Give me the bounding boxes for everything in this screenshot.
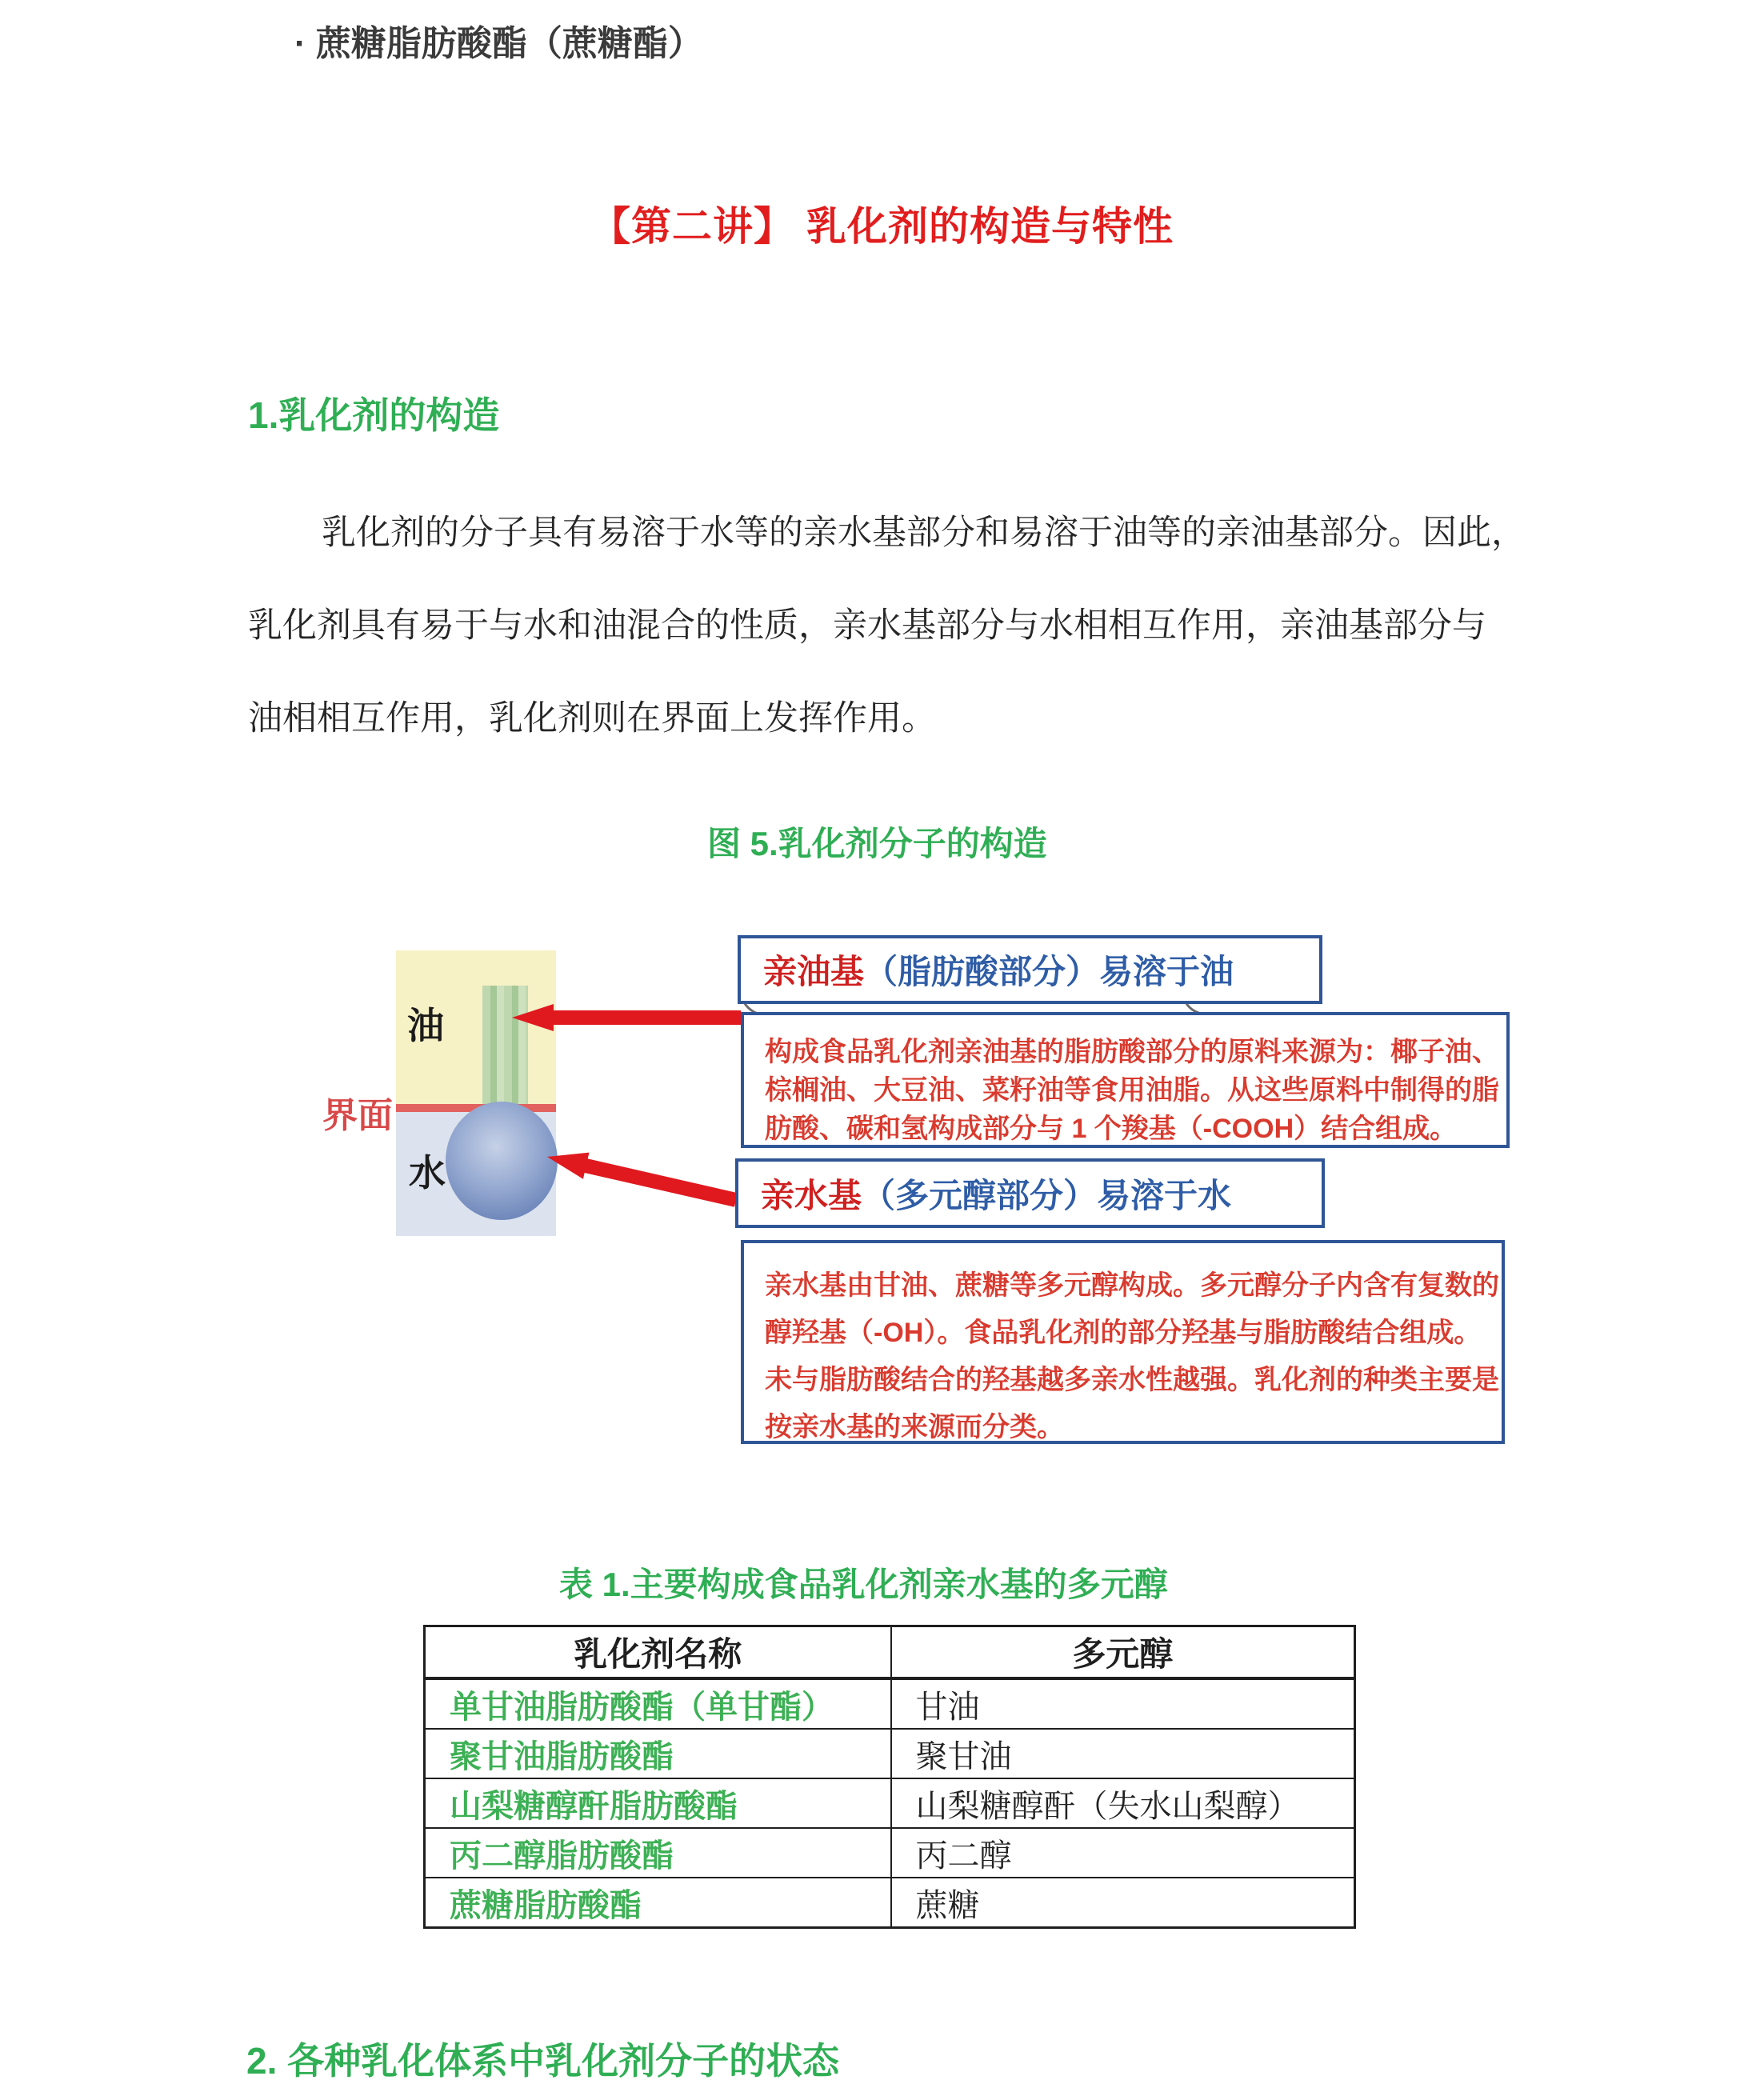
- hydrophilic-term: 亲水基: [761, 1176, 862, 1214]
- bullet-item-sucrose-ester: · 蔗糖脂肪酸酯（蔗糖酯）: [294, 24, 703, 63]
- note-line: 按亲水基的来源而分类。: [765, 1412, 1064, 1442]
- water-label: 水: [409, 1152, 446, 1194]
- arrow-to-tail: [512, 1004, 741, 1031]
- figure-caption: 图 5.乳化剂分子的构造: [707, 825, 1047, 862]
- table-row: [425, 1828, 1355, 1878]
- hydrophilic-note-box: [741, 1240, 1505, 1444]
- note-line: 亲水基由甘油、蔗糖等多元醇构成。多元醇分子内含有复数的: [765, 1270, 1499, 1301]
- table-row: [425, 1729, 1355, 1778]
- oleophilic-title-box: [738, 935, 1322, 1004]
- table-header-row: [425, 1626, 1355, 1679]
- table-row: [425, 1678, 1355, 1729]
- note-line: 棕榈油、大豆油、菜籽油等食用油脂。从这些原料中制得的脂: [765, 1075, 1499, 1106]
- arrow-to-head: [547, 1153, 738, 1207]
- polyol-cell: 甘油: [891, 1678, 1355, 1729]
- note-line: 醇羟基（-OH）。食品乳化剂的部分羟基与脂肪酸结合组成。: [765, 1318, 1482, 1348]
- emulsifier-name-cell: 蔗糖脂肪酸酯: [425, 1878, 891, 1928]
- note-line: 构成食品乳化剂亲油基的脂肪酸部分的原料来源为：椰子油、: [765, 1037, 1499, 1067]
- note-line: 未与脂肪酸结合的羟基越多亲水性越强。乳化剂的种类主要是: [765, 1365, 1499, 1395]
- oleophilic-description: （脂肪酸部分）易溶于油: [864, 953, 1234, 990]
- emulsifier-name-cell: 丙二醇脂肪酸酯: [425, 1828, 891, 1878]
- oleophilic-term: 亲油基: [763, 953, 865, 990]
- oil-label: 油: [407, 1005, 444, 1046]
- table-row: [425, 1778, 1355, 1828]
- polyol-cell: 丙二醇: [891, 1828, 1355, 1878]
- section2-heading: 2. 各种乳化体系中乳化剂分子的状态: [246, 2040, 840, 2080]
- hydrophilic-description: （多元醇部分）易溶于水: [862, 1176, 1232, 1214]
- polyol-cell: 聚甘油: [891, 1729, 1355, 1778]
- emulsifier-name-cell: 山梨糖醇酐脂肪酸酯: [425, 1778, 891, 1828]
- emulsifier-name-cell: 单甘油脂肪酸酯（单甘酯）: [425, 1678, 891, 1729]
- note-line: 肪酸、碳和氢构成部分与 1 个羧基（-COOH）结合组成。: [765, 1114, 1458, 1144]
- polyol-cell: 山梨糖醇酐（失水山梨醇）: [891, 1778, 1355, 1828]
- paragraph-line: 乳化剂具有易于与水和油混合的性质，亲水基部分与水相相互作用，亲油基部分与: [248, 606, 1486, 645]
- hydrophilic-title-box: [735, 1158, 1325, 1228]
- page-title: 【第二讲】 乳化剂的构造与特性: [590, 204, 1174, 249]
- column-header-emulsifier-name: 乳化剂名称: [425, 1626, 891, 1679]
- paragraph-line: 油相相互作用，乳化剂则在界面上发挥作用。: [248, 699, 936, 738]
- oleophilic-note-box: [741, 1012, 1510, 1148]
- table-row: [425, 1878, 1355, 1928]
- interface-label: 界面: [322, 1096, 393, 1135]
- paragraph-line: 乳化剂的分子具有易溶于水等的亲水基部分和易溶于油等的亲油基部分。因此，: [322, 514, 1526, 552]
- emulsifier-name-cell: 聚甘油脂肪酸酯: [425, 1729, 891, 1778]
- section1-heading: 1.乳化剂的构造: [248, 394, 500, 436]
- polyol-table: [423, 1625, 1356, 1929]
- polyol-table-wrapper: [423, 1625, 1356, 1929]
- table-caption: 表 1.主要构成食品乳化剂亲水基的多元醇: [559, 1566, 1168, 1603]
- column-header-polyol: 多元醇: [891, 1626, 1355, 1679]
- polyol-cell: 蔗糖: [891, 1878, 1355, 1928]
